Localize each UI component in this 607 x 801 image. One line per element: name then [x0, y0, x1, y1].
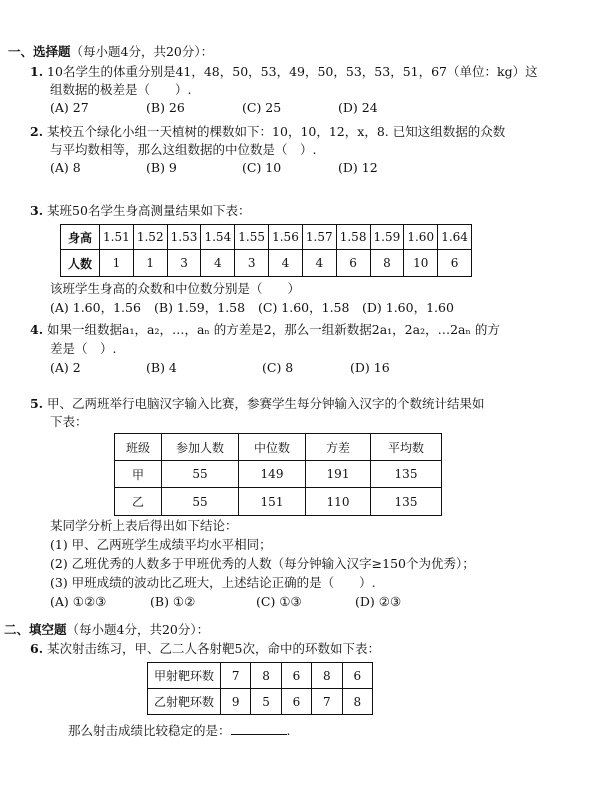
- question-5-text-2: 下表：: [50, 414, 88, 429]
- count-cell: 8: [370, 250, 404, 277]
- question-5-conclusion-3: (3) 甲班成绩的波动比乙班大，上述结论正确的是（ ）.: [50, 575, 376, 590]
- question-2-option-a[interactable]: (A) 8: [50, 160, 81, 175]
- question-3-text-2: 该班学生身高的众数和中位数分别是（ ）: [50, 281, 301, 296]
- typing-table-cell: 135: [371, 488, 442, 516]
- shooting-table-cell: 6: [281, 689, 311, 715]
- shooting-table: [147, 662, 373, 715]
- typing-table-cell: 151: [239, 488, 306, 516]
- question-3-number: 3.: [30, 203, 44, 218]
- question-5-line-1: [30, 396, 485, 412]
- question-4-option-a[interactable]: (A) 2: [50, 360, 81, 375]
- section-2-header: [4, 622, 209, 638]
- question-3-option-b[interactable]: (B) 1.59，1.58: [154, 300, 246, 315]
- height-cell: 1.57: [302, 225, 336, 250]
- question-2-option-d[interactable]: (D) 12: [338, 160, 378, 175]
- question-5-conclusion-1: (1) 甲、乙两班学生成绩平均水平相同；: [50, 537, 272, 552]
- shooting-table-row-jia: [148, 663, 373, 689]
- typing-table-header: 班级: [115, 434, 162, 461]
- question-1-option-b[interactable]: (B) 26: [146, 100, 185, 115]
- typing-table-cell: 191: [306, 461, 371, 488]
- height-cell: 1.60: [404, 225, 438, 250]
- count-cell: 3: [167, 250, 201, 277]
- shooting-table-cell: 7: [312, 689, 342, 715]
- shooting-table-row-yi: [148, 689, 373, 715]
- section-1-title: 一、选择题: [8, 44, 71, 59]
- typing-table-cell: 135: [371, 461, 442, 488]
- height-table-row-counts: [61, 250, 472, 277]
- shooting-table-label-jia: 甲射靶环数: [148, 663, 221, 689]
- height-cell: 1.51: [100, 225, 134, 250]
- question-3-option-c[interactable]: (C) 1.60，1.58: [258, 300, 350, 315]
- height-table: [60, 224, 472, 277]
- question-5-option-d[interactable]: (D) ②③: [355, 594, 402, 609]
- question-6-text-2: 那么射击成绩比较稳定的是：: [68, 723, 231, 738]
- question-5-number: 5.: [30, 396, 44, 411]
- question-5-conclusion-2: (2) 乙班优秀的人数多于甲班优秀的人数（每分钟输入汉字≥150个为优秀）；: [50, 556, 475, 571]
- height-cell: 1.54: [201, 225, 235, 250]
- question-5-intro: 某同学分析上表后得出如下结论：: [50, 518, 238, 533]
- count-cell: 4: [302, 250, 336, 277]
- section-1-note: （每小题4分，共20分）：: [70, 44, 214, 59]
- question-2-option-c[interactable]: (C) 10: [242, 160, 282, 175]
- question-5-text-1: 甲、乙两班举行电脑汉字输入比赛，参赛学生每分钟输入汉字的个数统计结果如: [47, 396, 485, 411]
- height-cell: 1.53: [167, 225, 201, 250]
- question-1-option-a[interactable]: (A) 27: [50, 100, 89, 115]
- count-cell: 1: [133, 250, 167, 277]
- typing-table-cell: 110: [306, 488, 371, 516]
- question-3-option-d[interactable]: (D) 1.60，1.60: [362, 300, 454, 315]
- height-table-label-count: 人数: [61, 250, 100, 277]
- typing-table-header: 方差: [306, 434, 371, 461]
- height-table-label-height: 身高: [61, 225, 100, 250]
- question-6-suffix: .: [286, 723, 291, 738]
- section-1-header: [8, 44, 213, 60]
- typing-table-cell: 55: [162, 461, 239, 488]
- question-4-number: 4.: [30, 322, 44, 337]
- shooting-table-cell: 8: [251, 663, 281, 689]
- count-cell: 10: [404, 250, 438, 277]
- question-1-line-1: [30, 64, 538, 80]
- shooting-table-label-yi: 乙射靶环数: [148, 689, 221, 715]
- typing-table-row-yi: [115, 488, 442, 516]
- count-cell: 1: [100, 250, 134, 277]
- height-cell: 1.55: [235, 225, 269, 250]
- question-2-line-1: [30, 124, 505, 140]
- question-1-option-c[interactable]: (C) 25: [242, 100, 282, 115]
- question-2-text-2: 与平均数相等，那么这组数据的中位数是（ ）.: [50, 142, 317, 157]
- question-1-text-2: 组数据的极差是（ ）.: [50, 82, 192, 97]
- typing-table-cell: 149: [239, 461, 306, 488]
- question-6-line-2: [68, 722, 291, 739]
- typing-contest-table: [114, 433, 442, 516]
- question-3-line-1: [30, 203, 250, 219]
- question-1-option-d[interactable]: (D) 24: [338, 100, 378, 115]
- count-cell: 6: [336, 250, 370, 277]
- typing-table-cell: 甲: [115, 461, 162, 488]
- question-1-text-1: 10名学生的体重分别是41，48，50，53，49，50，53，53，51，67（单位：kg）这: [47, 64, 538, 79]
- question-2-number: 2.: [30, 124, 44, 139]
- count-cell: 6: [438, 250, 472, 277]
- count-cell: 4: [201, 250, 235, 277]
- question-4-text-1: 如果一组数据a₁，a₂，…，aₙ 的方差是2，那么一组新数据2a₁，2a₂，…2aₙ 的方: [47, 322, 500, 337]
- question-4-line-1: [30, 322, 500, 338]
- question-5-option-a[interactable]: (A) ①②③: [50, 594, 107, 609]
- question-6-text-1: 某次射击练习，甲、乙二人各射靶5次，命中的环数如下表：: [47, 641, 381, 656]
- count-cell: 4: [269, 250, 303, 277]
- question-2-option-b[interactable]: (B) 9: [146, 160, 177, 175]
- typing-table-header: 平均数: [371, 434, 442, 461]
- height-cell: 1.56: [269, 225, 303, 250]
- shooting-table-cell: 7: [221, 663, 251, 689]
- answer-blank[interactable]: [231, 722, 287, 735]
- shooting-table-cell: 6: [281, 663, 311, 689]
- height-cell: 1.58: [336, 225, 370, 250]
- shooting-table-cell: 6: [342, 663, 372, 689]
- section-2-note: （每小题4分，共20分）：: [66, 622, 210, 637]
- height-cell: 1.52: [133, 225, 167, 250]
- question-4-option-b[interactable]: (B) 4: [146, 360, 177, 375]
- shooting-table-cell: 8: [342, 689, 372, 715]
- question-3-option-a[interactable]: (A) 1.60，1.56: [50, 300, 141, 315]
- typing-table-cell: 55: [162, 488, 239, 516]
- shooting-table-cell: 5: [251, 689, 281, 715]
- typing-table-header: 参加人数: [162, 434, 239, 461]
- count-cell: 3: [235, 250, 269, 277]
- shooting-table-cell: 9: [221, 689, 251, 715]
- height-table-row-heights: [61, 225, 472, 250]
- typing-table-header: 中位数: [239, 434, 306, 461]
- question-5-option-b[interactable]: (B) ①②: [150, 594, 196, 609]
- question-2-text-1: 某校五个绿化小组一天植树的棵数如下：10，10，12，x，8. 已知这组数据的众数: [47, 124, 506, 139]
- question-4-option-c[interactable]: (C) 8: [262, 360, 294, 375]
- height-cell: 1.64: [438, 225, 472, 250]
- typing-table-row-jia: [115, 461, 442, 488]
- height-cell: 1.59: [370, 225, 404, 250]
- question-6-number: 6.: [30, 641, 44, 656]
- question-4-text-2: 差是（ ）.: [50, 341, 117, 356]
- typing-table-cell: 乙: [115, 488, 162, 516]
- question-6-line-1: [30, 641, 380, 657]
- shooting-table-cell: 8: [312, 663, 342, 689]
- question-1-number: 1.: [30, 64, 44, 79]
- question-3-text-1: 某班50名学生身高测量结果如下表：: [47, 203, 251, 218]
- question-4-option-d[interactable]: (D) 16: [350, 360, 390, 375]
- typing-table-header-row: [115, 434, 442, 461]
- section-2-title: 二、填空题: [4, 622, 67, 637]
- question-5-option-c[interactable]: (C) ①③: [256, 594, 302, 609]
